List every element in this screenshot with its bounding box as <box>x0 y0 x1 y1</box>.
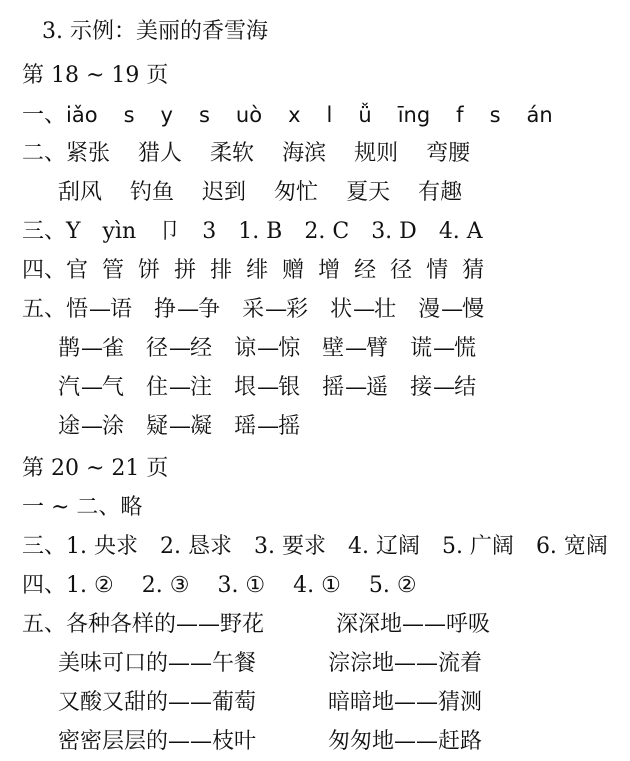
character-item: 情 <box>426 258 449 283</box>
char-correction-pair <box>410 374 476 402</box>
dash-separator: — <box>257 336 278 361</box>
correct-char: 惊 <box>278 336 301 361</box>
answer-item: 3. ① <box>217 573 266 598</box>
word-item: 弯腰 <box>426 141 471 166</box>
section-2-row-1 <box>22 140 498 168</box>
character-item: 增 <box>318 258 341 283</box>
answer-item: 5. 广阔 <box>441 534 514 559</box>
pair-list <box>58 336 498 361</box>
page-range-heading-18-19 <box>22 62 168 90</box>
pinyin-token: īng <box>397 103 431 127</box>
correct-char: 慌 <box>454 336 477 361</box>
p2-section-5-row-2 <box>58 650 482 678</box>
char-correction-pair <box>234 374 300 402</box>
wrong-char: 谅 <box>234 336 257 361</box>
section-3-line <box>22 218 505 246</box>
answer-item: yìn <box>102 219 137 244</box>
dash-separator: — <box>433 336 454 361</box>
section-3-label: 三、 <box>22 219 67 244</box>
dash-separator: — <box>81 336 102 361</box>
wrong-char: 悟 <box>66 297 89 322</box>
dash-separator: — <box>433 375 454 400</box>
dash-separator: — <box>81 375 102 400</box>
character-list <box>66 258 498 283</box>
wrong-char: 摇 <box>322 375 345 400</box>
wrong-char: 挣 <box>154 297 177 322</box>
section-2-row-2 <box>58 179 490 207</box>
section-5-row-2 <box>58 335 498 363</box>
correct-char: 遥 <box>366 375 389 400</box>
dash-separator: — <box>81 414 102 439</box>
correct-char: 慢 <box>462 297 485 322</box>
section-2-label: 二、 <box>22 141 67 166</box>
wrong-char: 住 <box>146 375 169 400</box>
dash-separator: — <box>345 375 366 400</box>
answer-item: Y <box>66 219 81 244</box>
answer-token-list <box>66 573 445 598</box>
match-left-phrase: 密密层层的——枝叶 <box>58 729 257 754</box>
p2-section-3-line <box>22 533 630 561</box>
char-correction-pair <box>322 374 388 402</box>
wrong-char: 接 <box>410 375 433 400</box>
correct-char: 气 <box>102 375 125 400</box>
wrong-char: 瑶 <box>234 414 257 439</box>
match-right-phrase: 深深地——呼吸 <box>336 612 491 637</box>
char-correction-pair <box>58 413 124 441</box>
word-item: 猎人 <box>138 141 183 166</box>
match-row <box>66 612 490 637</box>
pinyin-token: y <box>160 103 173 127</box>
dash-separator: — <box>353 297 374 322</box>
correct-char: 语 <box>110 297 133 322</box>
wrong-char: 径 <box>146 336 169 361</box>
answer-item: 3. 要求 <box>253 534 326 559</box>
answer-item: 卩 <box>158 219 181 244</box>
page-range-text: 第 20 ~ 21 页 <box>22 456 169 481</box>
section-1-2-text: 一 ~ 二、略 <box>22 495 143 520</box>
correct-char: 争 <box>198 297 221 322</box>
dash-separator: — <box>441 297 462 322</box>
page-range-heading-20-21 <box>22 455 168 483</box>
pinyin-token: x <box>288 103 301 127</box>
char-correction-pair <box>146 413 212 441</box>
word-item: 匆忙 <box>274 180 319 205</box>
pinyin-token-list <box>66 103 579 128</box>
example-answer-text: 3. 示例：美丽的香雪海 <box>42 19 268 44</box>
match-left-phrase: 美味可口的——午餐 <box>58 651 257 676</box>
char-correction-pair <box>418 296 484 324</box>
correct-char: 彩 <box>286 297 309 322</box>
answer-item: 6. 宽阔 <box>535 534 608 559</box>
char-correction-pair <box>234 335 300 363</box>
match-right-phrase: 暗暗地——猜测 <box>328 690 483 715</box>
character-item: 管 <box>102 258 125 283</box>
answer-item: 1. B <box>238 219 283 244</box>
wrong-char: 垠 <box>234 375 257 400</box>
correct-char: 注 <box>190 375 213 400</box>
pinyin-token: án <box>526 103 553 127</box>
section-1-pinyin-line <box>22 101 579 130</box>
match-row <box>58 729 482 754</box>
p2-section-5-row-3 <box>58 689 482 717</box>
section-4-label: 四、 <box>22 258 67 283</box>
char-correction-pair <box>146 374 212 402</box>
correct-char: 摇 <box>278 414 301 439</box>
section-5-row-4 <box>58 413 322 441</box>
wrong-char: 采 <box>242 297 265 322</box>
wrong-char: 疑 <box>146 414 169 439</box>
pinyin-token: s <box>123 103 135 127</box>
character-item: 赠 <box>282 258 305 283</box>
answer-item: 2. C <box>304 219 350 244</box>
dash-separator: — <box>257 414 278 439</box>
correct-char: 经 <box>190 336 213 361</box>
answer-item: 4. 辽阔 <box>347 534 420 559</box>
match-left-phrase: 各种各样的——野花 <box>66 612 265 637</box>
section-1-2-line <box>22 494 142 522</box>
correct-char: 涂 <box>102 414 125 439</box>
pinyin-token: s <box>489 103 501 127</box>
pinyin-token: l <box>326 103 333 127</box>
answer-token-list <box>66 534 630 559</box>
correct-char: 凝 <box>190 414 213 439</box>
correct-char: 银 <box>278 375 301 400</box>
section-5-row-3 <box>58 374 498 402</box>
wrong-char: 途 <box>58 414 81 439</box>
character-item: 经 <box>354 258 377 283</box>
char-correction-pair <box>66 296 132 324</box>
wrong-char: 谎 <box>410 336 433 361</box>
section-5-row-1 <box>22 296 506 324</box>
word-item: 夏天 <box>346 180 391 205</box>
word-item: 紧张 <box>66 141 111 166</box>
p2-section-3-label: 三、 <box>22 534 67 559</box>
pinyin-token: iǎo <box>66 103 98 127</box>
pinyin-token: ǚ <box>358 103 372 127</box>
p2-section-5-label: 五、 <box>22 612 67 637</box>
word-list <box>58 180 490 205</box>
character-item: 绯 <box>246 258 269 283</box>
answer-item: 3 <box>202 219 217 244</box>
word-item: 柔软 <box>210 141 255 166</box>
answer-item: 2. ③ <box>141 573 190 598</box>
answer-item: 4. A <box>438 219 483 244</box>
p2-section-5-row-4 <box>58 728 482 756</box>
correct-char: 壮 <box>374 297 397 322</box>
match-left-phrase: 又酸又甜的——葡萄 <box>58 690 257 715</box>
pair-list <box>58 375 498 400</box>
dash-separator: — <box>265 297 286 322</box>
answer-item: 1. 央求 <box>66 534 138 559</box>
word-item: 规则 <box>354 141 399 166</box>
answer-item: 1. ② <box>66 573 114 598</box>
dash-separator: — <box>169 336 190 361</box>
answer-token-list <box>66 219 505 244</box>
match-row <box>58 690 482 715</box>
wrong-char: 漫 <box>418 297 441 322</box>
dash-separator: — <box>169 414 190 439</box>
char-correction-pair <box>58 335 124 363</box>
answer-item: 3. D <box>371 219 417 244</box>
match-row <box>58 651 482 676</box>
pinyin-token: uò <box>235 103 263 127</box>
char-correction-pair <box>146 335 212 363</box>
char-correction-pair <box>322 335 388 363</box>
correct-char: 臂 <box>366 336 389 361</box>
char-correction-pair <box>330 296 396 324</box>
character-item: 径 <box>390 258 413 283</box>
p2-section-4-line <box>22 572 445 600</box>
answer-item: 4. ① <box>293 573 341 598</box>
p2-section-4-label: 四、 <box>22 573 67 598</box>
wrong-char: 壁 <box>322 336 345 361</box>
pinyin-token: s <box>198 103 210 127</box>
answer-item: 5. ② <box>368 573 417 598</box>
word-item: 钓鱼 <box>130 180 175 205</box>
character-item: 猜 <box>462 258 485 283</box>
match-right-phrase: 匆匆地——赶路 <box>328 729 483 754</box>
page-range-text: 第 18 ~ 19 页 <box>22 63 169 88</box>
wrong-char: 状 <box>330 297 353 322</box>
p2-section-5-row-1 <box>22 611 490 639</box>
char-correction-pair <box>58 374 124 402</box>
match-right-phrase: 淙淙地——流着 <box>328 651 483 676</box>
dash-separator: — <box>177 297 198 322</box>
char-correction-pair <box>242 296 308 324</box>
pair-list <box>58 414 322 439</box>
character-item: 排 <box>210 258 233 283</box>
dash-separator: — <box>257 375 278 400</box>
character-item: 饼 <box>138 258 161 283</box>
dash-separator: — <box>345 336 366 361</box>
dash-separator: — <box>169 375 190 400</box>
wrong-char: 汽 <box>58 375 81 400</box>
pinyin-token: f <box>456 103 464 127</box>
character-item: 官 <box>66 258 89 283</box>
character-item: 拼 <box>174 258 197 283</box>
word-item: 海滨 <box>282 141 327 166</box>
word-list <box>66 141 498 166</box>
example-answer-line <box>42 18 268 46</box>
section-4-line <box>22 257 498 285</box>
correct-char: 雀 <box>102 336 125 361</box>
char-correction-pair <box>410 335 476 363</box>
word-item: 刮风 <box>58 180 103 205</box>
section-5-label: 五、 <box>22 297 67 322</box>
dash-separator: — <box>89 297 110 322</box>
pair-list <box>66 297 506 322</box>
answer-item: 2. 恳求 <box>160 534 232 559</box>
word-item: 迟到 <box>202 180 247 205</box>
char-correction-pair <box>154 296 220 324</box>
wrong-char: 鹊 <box>58 336 81 361</box>
word-item: 有趣 <box>418 180 463 205</box>
char-correction-pair <box>234 413 300 441</box>
section-1-label: 一、 <box>22 103 67 128</box>
correct-char: 结 <box>454 375 477 400</box>
